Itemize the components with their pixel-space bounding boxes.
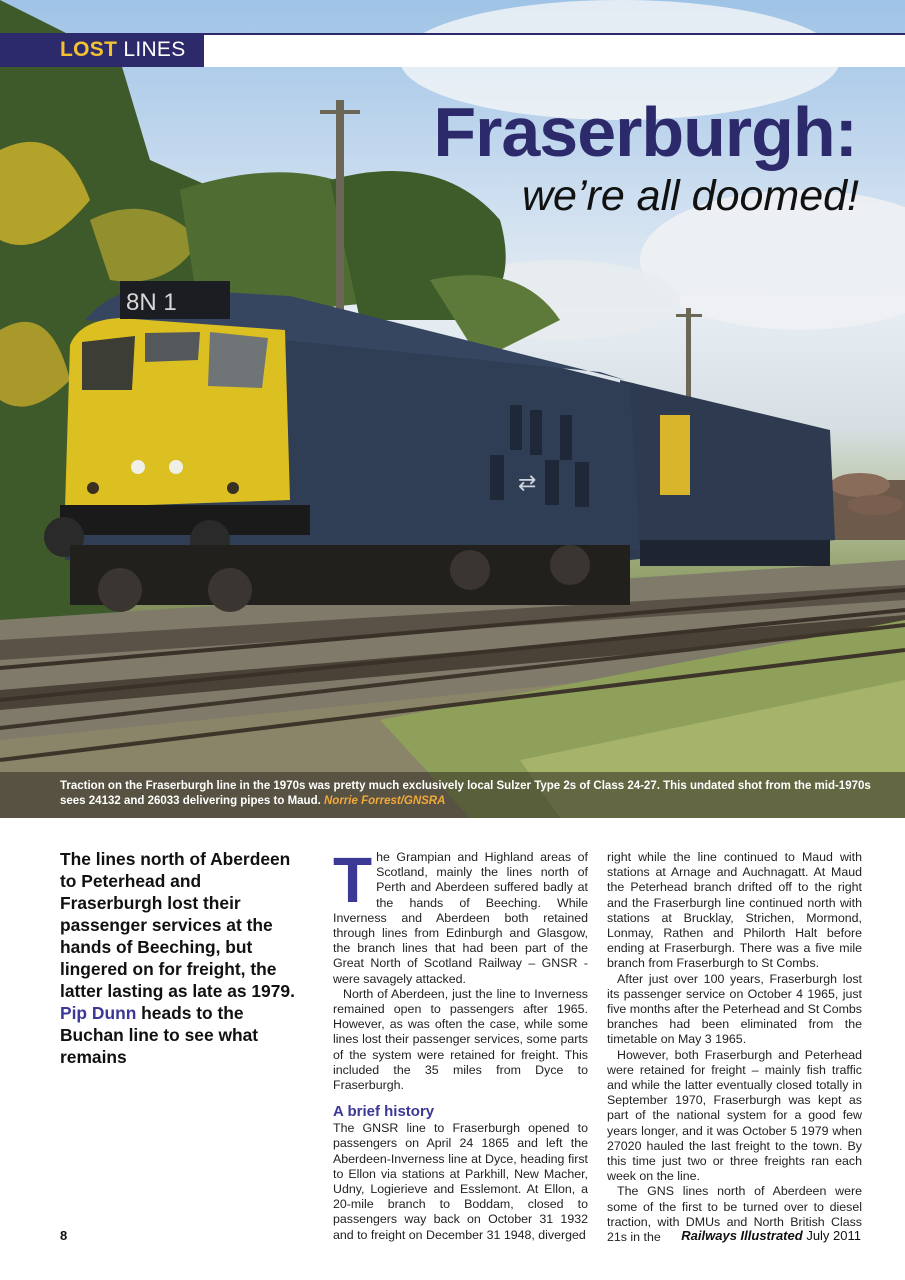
- article-column-1: [333, 844, 588, 1243]
- drop-cap: T: [333, 844, 373, 916]
- magazine-name: Railways Illustrated: [681, 1228, 803, 1243]
- article-subtitle: we’re all doomed!: [521, 172, 859, 220]
- paragraph-3-continued: right while the line continued to Maud with stations at Arnage and Auchnagatt. At Maud the Peterhead branch drifted off to the right and the Fraserburgh line continued north with stations at Brucklay, Strichen, Mormond, Lonmay, Rathen and Philorth Halt before ending at Fraserburgh. There was a five mile branch from Fraserburgh to St Combs.: [607, 850, 862, 971]
- paragraph-4: After just over 100 years, Fraserburgh lost its passenger service on October 4 1965, just five months after the Peterhead and St Combs branches had been eliminated from the timetable on May 3 1965.: [607, 971, 862, 1047]
- paragraph-6: The GNS lines north of Aberdeen were some of the first to be turned over to diesel traction, with DMUs and North British Class 21s in the: [607, 1184, 862, 1245]
- issue-date: July 2011: [806, 1228, 861, 1243]
- section-label-bold: LOST: [60, 38, 118, 61]
- paragraph-1: [333, 844, 588, 987]
- article-column-2: [607, 850, 862, 1245]
- standfirst-text: The lines north of Aberdeen to Peterhead and Fraserburgh lost their passenger services at the hands of Beeching, but lingered on for freight, the latter lasting as late as 1979.: [60, 849, 295, 1001]
- author-name: Pip Dunn: [60, 1003, 137, 1023]
- caption-text: Traction on the Fraserburgh line in the 1970s was pretty much exclusively local Sulzer Type 2s of Class 24-27. This undated shot from the mid-1970s sees 24132 and 26033 delivering pipes to Maud.: [60, 780, 871, 807]
- paragraph-2: North of Aberdeen, just the line to Inverness remained open to passengers after 1965. However, as was often the case, while some lines lost their passenger services, some parts of the system were retained for freight. This included the 35 miles from Dyce to Fraserburgh.: [333, 986, 588, 1093]
- article-title: Fraserburgh:: [433, 93, 857, 171]
- page-number: 8: [60, 1228, 68, 1243]
- section-label-rest: LINES: [123, 38, 186, 61]
- paragraph-3: The GNSR line to Fraserburgh opened to passengers on April 24 1865 and left the Aberdeen-Inverness line at Dyce, heading first to Ellon via stations at Parkhill, New Macher, Udny, Logierieve and Esslemont. At Ellon, a 20-mile branch to Boddam, closed to passengers way back on October 31 1932 and to freight on December 31 1948, diverged: [333, 1121, 588, 1242]
- paragraph-5: However, both Fraserburgh and Peterhead were retained for freight – mainly fish traffic and while the latter eventually closed totally in September 1970, Fraserburgh was kept as part of the national system for a good few years longer, and it was October 5 1979 when 27020 hauled the last freight to the town. By this time just two or three freights ran each week on the line.: [607, 1047, 862, 1184]
- photo-credit: Norrie Forrest/GNSRA: [324, 794, 446, 807]
- headcode-text: 8N 1: [126, 289, 177, 316]
- paragraph-1-text: he Grampian and Highland areas of Scotland, mainly the lines north of Perth and Aberdeen suffered badly at the hands of Beeching. While Inverness and Aberdeen both retained through lines from Edinburgh and Glasgow, the branch lines that had been part of the Great North of Scotland Railway – GNSR - were savagely attacked.: [333, 850, 588, 986]
- subheading: A brief history: [333, 1103, 435, 1121]
- svg-text:⇄: ⇄: [518, 471, 537, 496]
- section-label: [0, 33, 204, 67]
- footer-masthead: [681, 1228, 861, 1243]
- standfirst-end: heads to the Buchan line to see what remains: [60, 1003, 259, 1067]
- photo-caption: [60, 779, 875, 808]
- standfirst: [60, 848, 308, 1068]
